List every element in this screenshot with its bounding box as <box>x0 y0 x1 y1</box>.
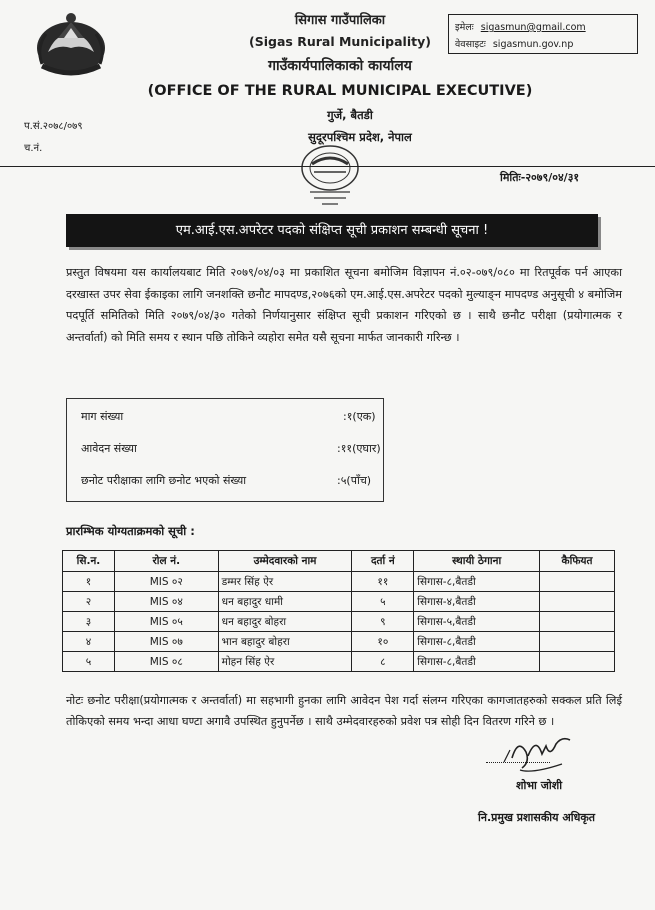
table-row <box>63 652 615 672</box>
col-header-reg: दर्ता नं <box>352 551 414 572</box>
signatory-title: नि.प्रमुख प्रशासकीय अधिकृत <box>478 811 596 824</box>
cell-address: सिगास-४,बैतडी <box>414 592 540 612</box>
note-paragraph: नोटः छनोट परीक्षा(प्रयोगात्मक र अन्तर्वार्ता) मा सहभागी हुनका लागि आवेदन पेश गर्दा संलग्न गरिएका कागजातहरुको सक्कल प्रति लिई तोकिएको समय भन्दा आधा घण्टा अगावै उपस्थित हुनुपर्नेछ । साथै उम्मेदवारहरुको प्रवेश पत्र सोही दिन वितरण गरिने छ । <box>66 694 622 728</box>
office-seal-icon <box>290 138 370 208</box>
summary-row-demand <box>81 409 377 424</box>
col-header-sn: सि.न. <box>63 551 115 572</box>
col-header-name: उम्मेदवारको नाम <box>218 551 352 572</box>
municipality-name-nepali: सिगास गाउँपालिका <box>294 13 386 28</box>
signature-line <box>486 762 550 763</box>
cell-name: धन बहादुर बोहरा <box>218 612 352 632</box>
cell-name: मोहन सिंह ऐर <box>218 652 352 672</box>
signatory-name: शोभा जोशी <box>516 779 563 792</box>
cell-remarks <box>540 632 615 652</box>
office-name-english: (OFFICE OF THE RURAL MUNICIPAL EXECUTIVE) <box>147 83 533 99</box>
summary-row-applications <box>81 441 381 456</box>
website-row <box>455 36 631 53</box>
cell-roll: MIS ०७ <box>114 632 218 652</box>
summary-label: माग संख्या <box>81 410 124 423</box>
nepal-emblem-icon <box>28 8 114 80</box>
cell-address: सिगास-८,बैतडी <box>414 632 540 652</box>
email-row <box>455 19 631 36</box>
col-header-address: स्थायी ठेगाना <box>414 551 540 572</box>
notice-title-banner: एम.आई.एस.अपरेटर पदको संक्षिप्त सूची प्रकाशन सम्बन्धी सूचना ! <box>66 214 598 247</box>
summary-value: :५(पाँच) <box>337 474 372 487</box>
cell-remarks <box>540 612 615 632</box>
cell-sn: २ <box>63 592 115 612</box>
summary-label: आवेदन संख्या <box>81 442 137 455</box>
cell-name: भान बहादुर बोहरा <box>218 632 352 652</box>
email-link[interactable]: sigasmun@gmail.com <box>480 22 586 33</box>
dispatch-number: च.नं. <box>24 143 43 154</box>
summary-value: :११(एघार) <box>337 442 381 455</box>
cell-sn: ३ <box>63 612 115 632</box>
cell-name: धन बहादुर धामी <box>218 592 352 612</box>
cell-address: सिगास-८,बैतडी <box>414 652 540 672</box>
notice-date: मितिः-२०७९/०४/३१ <box>500 171 580 184</box>
table-header-row <box>63 551 615 572</box>
summary-row-shortlisted <box>81 473 377 488</box>
notice-body: प्रस्तुत विषयमा यस कार्यालयबाट मिति २०७९/०४/०३ मा प्रकाशित सूचना बमोजिम विज्ञापन नं.०२-०७९/०८० मा रितपूर्वक पर्न आएका दरखास्त उपर सेवा ईकाइका लागि जनशक्ति छनौट मापदण्ड,२०७६को एम.आई.एस.अपरेटर पदको मुल्याङ्न मापदण्ड अनुसूची ४ बमोजिम पदपूर्ति समितिको मिति २०७९/०४/३० गतेको निर्णयानुसार संक्षिप्त सूची प्रकाशन गरिएको छ । साथै छनौट परीक्षा (प्रयोगात्मक र अन्तर्वार्ता) को मिति समय र स्थान पछि तोकिने व्यहोरा समेत यसै सूचना मार्फत जानकारी गरिन्छ । <box>66 266 622 344</box>
website-link[interactable]: sigasmun.gov.np <box>492 39 574 50</box>
cell-reg: ८ <box>352 652 414 672</box>
table-row <box>63 632 615 652</box>
email-label: इमेलः <box>455 22 474 33</box>
col-header-roll: रोल नं. <box>114 551 218 572</box>
cell-reg: ५ <box>352 592 414 612</box>
cell-sn: ५ <box>63 652 115 672</box>
cell-address: सिगास-५,बैतडी <box>414 612 540 632</box>
municipality-name-english: (Sigas Rural Municipality) <box>249 34 431 49</box>
address-line-1: गुर्जे, बैतडी <box>327 108 373 122</box>
cell-sn: १ <box>63 572 115 592</box>
col-header-remarks: कैफियत <box>540 551 615 572</box>
cell-remarks <box>540 652 615 672</box>
table-row <box>63 572 615 592</box>
header-divider <box>0 166 655 167</box>
table-row <box>63 592 615 612</box>
candidate-table <box>62 550 615 672</box>
cell-sn: ४ <box>63 632 115 652</box>
cell-remarks <box>540 572 615 592</box>
cell-roll: MIS ०४ <box>114 592 218 612</box>
summary-label: छनोट परीक्षाका लागि छनोट भएको संख्या <box>81 474 247 487</box>
summary-box <box>66 398 384 502</box>
cell-address: सिगास-८,बैतडी <box>414 572 540 592</box>
website-label: वेवसाइटः <box>455 39 486 50</box>
office-name-nepali: गाउँकार्यपालिकाको कार्यालय <box>268 58 412 74</box>
cell-reg: ११ <box>352 572 414 592</box>
address-line-2: सुदूरपश्चिम प्रदेश, नेपाल <box>308 130 412 144</box>
cell-reg: १० <box>352 632 414 652</box>
cell-reg: ९ <box>352 612 414 632</box>
cell-remarks <box>540 592 615 612</box>
cell-roll: MIS ०८ <box>114 652 218 672</box>
cell-roll: MIS ०२ <box>114 572 218 592</box>
reference-number: प.सं.२०७८/०७९ <box>24 121 83 132</box>
summary-value: :१(एक) <box>343 410 376 423</box>
cell-roll: MIS ०५ <box>114 612 218 632</box>
cell-name: डम्मर सिंह ऐर <box>218 572 352 592</box>
table-row <box>63 612 615 632</box>
signature-icon <box>492 728 582 778</box>
list-title: प्रारम्भिक योग्यताक्रमको सूची : <box>66 524 195 538</box>
contact-box <box>448 14 638 54</box>
